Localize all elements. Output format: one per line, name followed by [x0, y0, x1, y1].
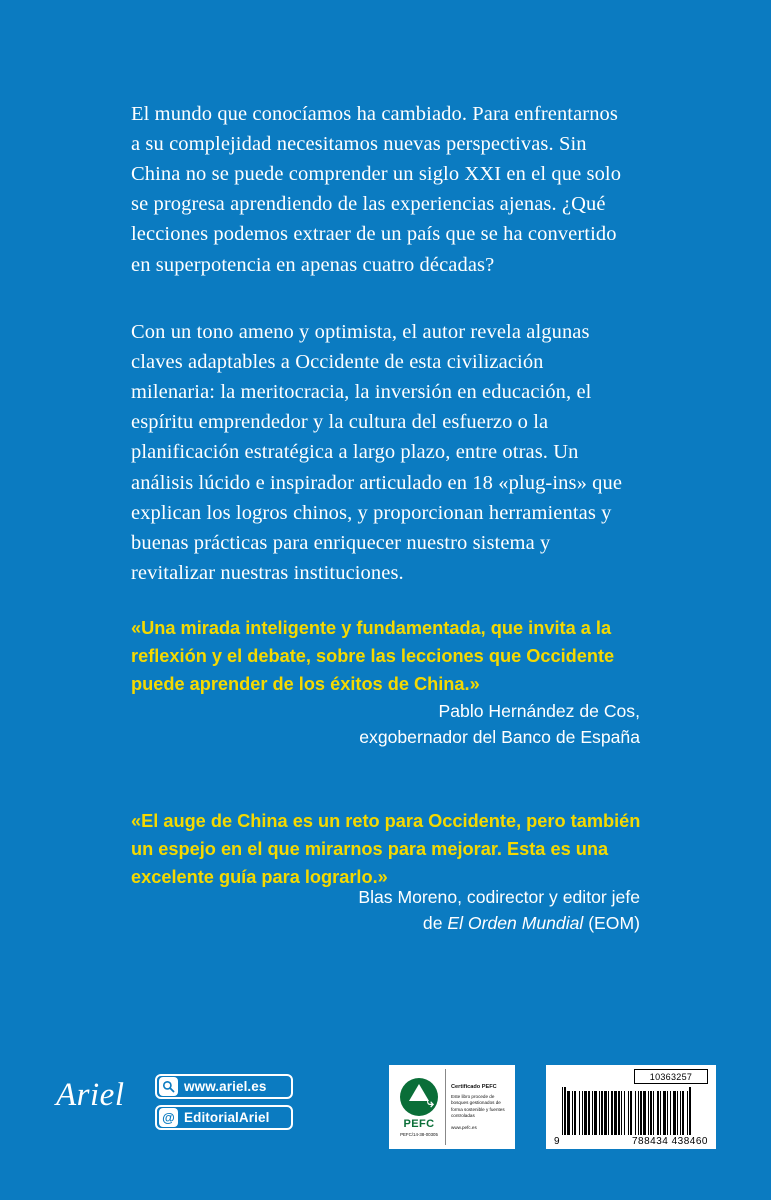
- search-icon: [159, 1077, 178, 1096]
- review-quote-1: «Una mirada inteligente y fundamentada, que invita a la reflexión y el debate, sobre las lecciones que Occidente puede aprender de los éxitos de China.»: [131, 618, 615, 695]
- pefc-code: PEFC/14-38-00305: [400, 1131, 438, 1137]
- footer: [0, 1055, 771, 1160]
- barcode-bars: [552, 1087, 710, 1135]
- barcode-box: [546, 1065, 716, 1149]
- at-sign-icon: @: [159, 1108, 178, 1127]
- pefc-title: Certificado PEFC: [451, 1083, 497, 1090]
- barcode-prefix-digit: 9: [554, 1136, 561, 1147]
- review-attribution-2-suffix: (EOM): [583, 913, 640, 933]
- pefc-body: Este libro procede de bosques gestionados de forma sostenible y fuentes controladas: [451, 1093, 505, 1118]
- review-attribution-2-prefix: de: [422, 913, 448, 933]
- review-attribution-2-role: [130, 910, 640, 936]
- blurb-paragraph-1: El mundo que conocíamos ha cambiado. Para enfrentarnos a su complejidad necesitamos nuevas perspectivas. Sin China no se puede comprender un siglo XXI en el que solo se progresa aprendiendo de las experiencias ajenas. ¿Qué lecciones podemos extraer de un país que se ha convertido en superpotencia en apenas cuatro décadas?: [131, 102, 622, 276]
- review-attribution-2-name: Blas Moreno, codirector y editor jefe: [358, 887, 640, 907]
- website-link[interactable]: [155, 1074, 293, 1099]
- publisher-logo: Ariel: [56, 1077, 125, 1113]
- website-link-label: www.ariel.es: [184, 1079, 267, 1094]
- pefc-logo: [393, 1069, 445, 1145]
- review-attribution-2: [130, 884, 640, 936]
- barcode-isbn-digits: 788434 438460: [631, 1136, 708, 1147]
- social-link-label: EditorialAriel: [184, 1110, 270, 1125]
- barcode-digits: [552, 1136, 710, 1147]
- pefc-certification-box: [389, 1065, 515, 1149]
- publisher-links: [155, 1074, 295, 1136]
- review-attribution-2-publication: El Orden Mundial: [447, 913, 584, 933]
- review-attribution-1-name: Pablo Hernández de Cos,: [438, 701, 640, 721]
- review-attribution-1: [130, 698, 640, 750]
- review-attribution-1-role: exgobernador del Banco de España: [359, 727, 640, 747]
- pefc-tree-icon: ⤷: [400, 1078, 438, 1116]
- pefc-url: www.pefc.es: [451, 1125, 477, 1131]
- barcode-top-code: 10363257: [634, 1069, 708, 1084]
- blurb-paragraph-2: Con un tono ameno y optimista, el autor revela algunas claves adaptables a Occidente de esta civilización milenaria: la meritocracia, la inversión en educación, el espíritu emprendedor y la cultura del esfuerzo o la planificación estratégica a largo plazo, entre otras. Un análisis lúcido e inspirador articulado en 18 «plug-ins» que explican los logros chinos, y proporcionan herramientas y buenas prácticas para enriquecer nuestro sistema y revitalizar nuestras instituciones.: [131, 320, 623, 585]
- social-link[interactable]: [155, 1105, 293, 1130]
- pefc-brand: PEFC: [403, 1117, 435, 1130]
- review-quote-2: «El auge de China es un reto para Occidente, pero también un espejo en el que mirarnos para mejorar. Esta es una excelente guía para lograrlo.»: [131, 811, 641, 888]
